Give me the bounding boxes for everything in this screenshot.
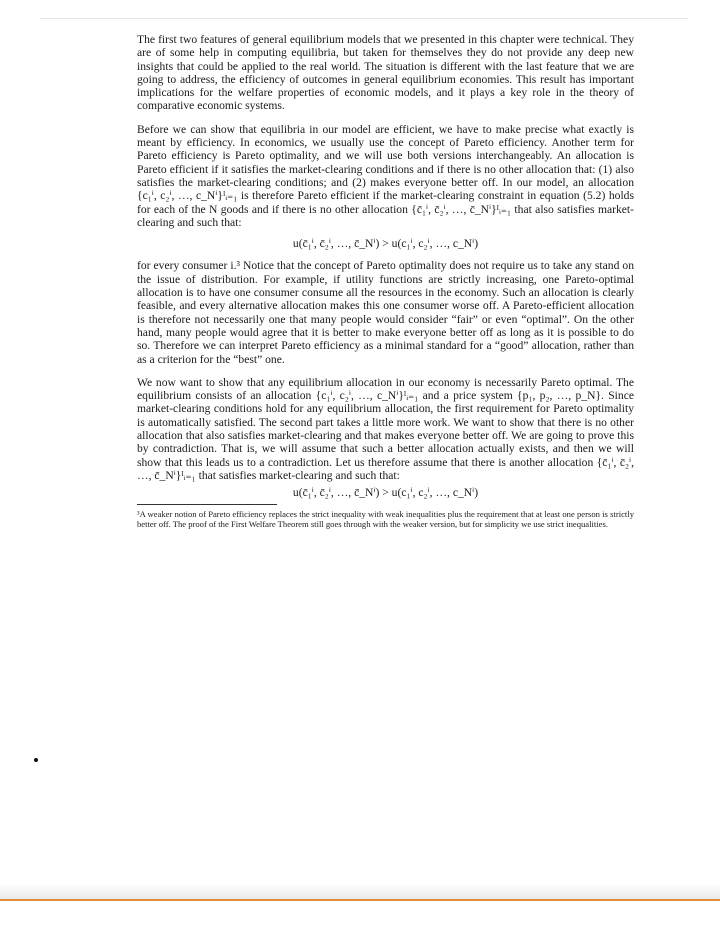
paragraph-proof-setup: We now want to show that any equilibrium allocation in our economy is necessarily Pareto optimal. The equilibrium consists of an allocation {c₁ⁱ, c₂ⁱ, …, c_Nⁱ}ᴵᵢ₌₁ and a price system {p₁, p₂, …, p_N}. Since market-clearing conditions hold for any equilibrium allocation, the first requirement for Pareto optimality is automatically satisfied. The second part takes a little more work. We want to show that there is no other allocation that also satisfies market-clearing and that makes everyone better off. We are going to prove this by contradiction. That is, we will assume that such a better allocation actually exists, and then we will show that this leads us to a contradiction. Let us therefore assume that there is another allocation {c̄₁ⁱ, c̄₂ⁱ, …, c̄_Nⁱ}ᴵᵢ₌₁ that satisfies market-clearing and such that: <box>137 375 634 482</box>
equation-utility-inequality-2: u(c̄₁ⁱ, c̄₂ⁱ, …, c̄_Nⁱ) > u(c₁ⁱ, c₂ⁱ, …, c_Nⁱ) <box>292 486 479 500</box>
paragraph-pareto-definition: Before we can show that equilibria in our model are efficient, we have to make precise what exactly is meant by efficiency. In economics, we usually use the concept of Pareto efficiency. Another term for Pareto efficiency is Pareto optimality, and we will use both versions interchangeably. An allocation is Pareto efficient if it satisfies the market-clearing conditions and if there is no other allocation that: (1) also satisfies the market-clearing conditions; and (2) makes everyone better off. In our model, an allocation {c₁ⁱ, c₂ⁱ, …, c_Nⁱ}ᴵᵢ₌₁ is therefore Pareto efficient if the market-clearing constraint in equation (5.2) holds for each of the N goods and if there is no other allocation {c̄₁ⁱ, c̄₂ⁱ, …, c̄_Nⁱ}ᴵᵢ₌₁ that also satisfies market-clearing and such that: <box>137 122 634 229</box>
footnote: ³A weaker notion of Pareto efficiency replaces the strict inequality with weak inequalities plus the requirement that at least one person is strictly better off. The proof of the First Welfare Theorem still goes through with the weaker version, but for simplicity we use strict inequalities. <box>137 508 634 529</box>
paragraph-intro: The first two features of general equilibrium models that we presented in this chapter were technical. They are of some help in computing equilibria, but taken for themselves they do not provide any deep new insights that could be applied to the real world. The situation is different with the last feature that we are going to address, the efficiency of outcomes in general equilibrium economies. This result has important implications for the welfare properties of economic models, and it plays a key role in the theory of comparative economic systems. <box>137 33 634 113</box>
bottom-margin <box>0 901 720 928</box>
bottom-shadow <box>0 884 720 899</box>
paragraph-distribution: for every consumer i.³ Notice that the concept of Pareto optimality does not require us to take any stand on the issue of distribution. For example, if utility functions are strictly increasing, one Pareto-optimal allocation is to have one consumer consume all the resources in the economy. Such an allocation is clearly feasible, and every alternative allocation makes this one consumer worse off. A Pareto-efficient allocation is therefore not necessarily one that many people would consider “fair” or even “optimal”. On the other hand, many people would agree that it is better to make everyone better off as long as it is possible to do so. Therefore we can interpret Pareto efficiency as a minimal standard for a “good” allocation, rather than as a criterion for the “best” one. <box>137 259 634 366</box>
bullet-dot <box>34 758 38 762</box>
equation-utility-inequality: u(c̄₁ⁱ, c̄₂ⁱ, …, c̄_Nⁱ) > u(c₁ⁱ, c₂ⁱ, …, c_Nⁱ) <box>292 237 479 251</box>
page-body <box>137 33 634 529</box>
top-divider <box>40 18 688 19</box>
footnote-divider <box>137 504 277 505</box>
